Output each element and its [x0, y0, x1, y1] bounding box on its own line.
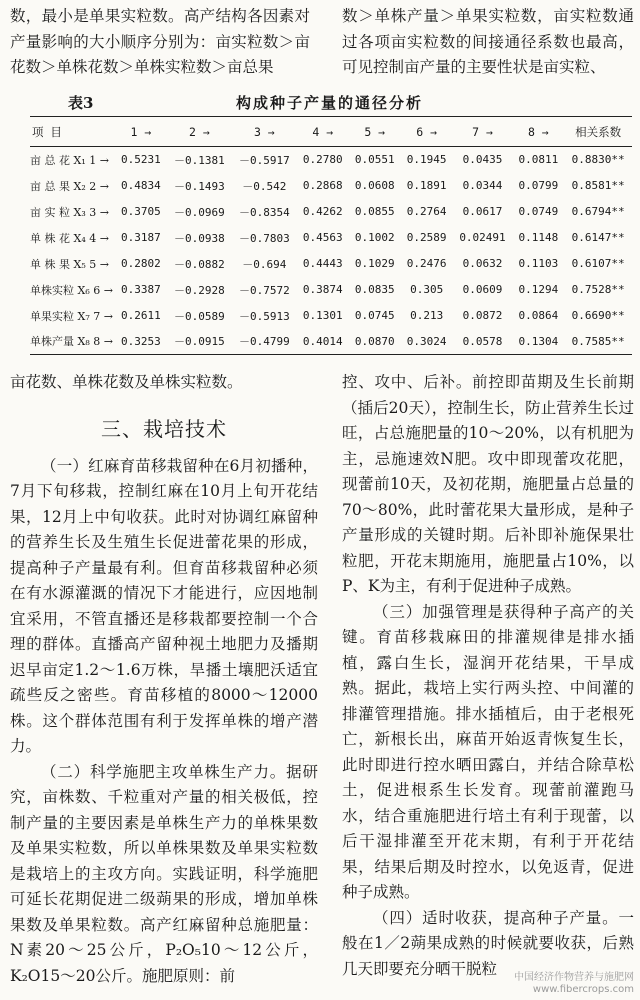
table-row	[30, 199, 632, 225]
top-right-paragraph: 数＞单株产量＞单果实粒数，亩实粒数通过各项亩实粒数的间接通径系数也最高，可见控制亩产量的主要性状是亩实粒、	[342, 7, 634, 76]
table-cell: 0.4014	[297, 329, 349, 355]
table-cell: －0.5913	[238, 309, 290, 323]
table-cell: 0.0617	[462, 205, 503, 218]
table-number: 表3	[68, 94, 94, 112]
table-row	[30, 277, 632, 303]
table-cell: －0.0969	[173, 205, 225, 219]
row-label: 亩 总 花 X₁ 1 →	[30, 153, 109, 167]
table-cell: 0.0578	[453, 329, 513, 355]
table-cell: 0.1301	[302, 309, 343, 322]
header-correlation: 相关系数	[564, 117, 632, 147]
table-cell: 0.1103	[518, 257, 559, 270]
top-left-paragraph: 数，最小是单果实粒数。高产结构各因素对产量影响的大小顺序分别为：亩实粒数＞亩花数＞单株花数＞单株实粒数＞亩总果	[10, 7, 310, 76]
table-cell: 0.1891	[406, 179, 447, 192]
paragraph-management: （三）加强管理是获得种子高产的关键。育苗移栽麻田的排灌规律是排水插植，露白生长，湿润开花结果，干旱成熟。据此，栽培上实行两头控、中间灌的排灌管理措施。排水插植后，由于老根死亡，新根长出，麻苗开始返青恢复生长，此时即进行控水晒田露白，并结合除草松土，促进根系生长发育。现蕾前灌跑马水，结合重施肥进行培土有利于现蕾，以后干湿排灌至开花末期，有利于开花结果，结果后期及时控水，以免返青，促进种子成熟。	[342, 602, 634, 901]
table-cell: 0.0608	[354, 179, 395, 192]
correlation-cell: 0.8830**	[571, 153, 625, 167]
table-cell: 0.0870	[349, 329, 401, 355]
table-row	[30, 173, 632, 199]
correlation-cell: 0.6147**	[571, 231, 625, 244]
correlation-cell: 0.6794**	[571, 205, 625, 218]
correlation-cell: 0.8581**	[571, 179, 625, 192]
table-cell: 0.3874	[302, 283, 343, 296]
header-path-7: 7 →	[453, 117, 513, 147]
table-cell: 0.4563	[302, 231, 343, 244]
header-path-3: 3 →	[232, 117, 297, 147]
table-cell: 0.3187	[121, 231, 161, 244]
table-cell: 0.2589	[406, 231, 447, 244]
carry-over-text: 亩花数、单株花数及单株实粒数。	[10, 373, 243, 391]
correlation-cell: 0.6107**	[571, 257, 625, 270]
table-cell: －0.5917	[238, 153, 290, 167]
table-cell: 0.3705	[121, 205, 161, 218]
row-label: 单株实粒 X₆ 6 →	[30, 283, 113, 297]
table-cell: 0.0551	[354, 153, 395, 167]
table-cell: 0.4443	[302, 257, 343, 270]
table-cell: 0.2780	[302, 153, 343, 167]
watermark	[514, 972, 634, 996]
table-cell: －0.7803	[238, 231, 290, 245]
table-cell: －0.542	[242, 179, 287, 193]
header-path-6: 6 →	[401, 117, 453, 147]
right-column	[342, 370, 634, 982]
left-column	[10, 370, 318, 989]
table-cell: 0.0811	[518, 153, 559, 167]
table-cell: 0.0872	[462, 309, 503, 322]
table-cell: 0.1148	[518, 231, 559, 244]
correlation-cell: 0.7585**	[564, 329, 632, 355]
section-heading: 三、栽培技术	[101, 416, 227, 441]
table-cell: 0.1002	[354, 231, 395, 244]
paragraph-fertilization: （二）科学施肥主攻单株生产力。据研究，亩株数、千粒重对产量的相关极低，控制产量的主要因素是单株生产力的单株果数及单果实粒数，所以单株果数及单果实粒数是栽培上的主攻方向。实践证明，科学施肥可延长花期促进二级蒴果的形成，增加单株果数及单果粒数。高产红麻留种总施肥量：N素20～25公斤，P₂O₅10～12公斤，K₂O15～20公斤。施肥原则：前	[10, 762, 318, 985]
watermark-title: 中国经济作物营养与施肥网	[514, 972, 634, 983]
table-cell: －0.2928	[173, 283, 225, 297]
table-cell: 0.02491	[459, 231, 506, 244]
table-cell: 0.1304	[512, 329, 564, 355]
table-caption	[0, 90, 640, 114]
table-cell: 0.5231	[121, 153, 161, 167]
table-cell: 0.1029	[354, 257, 395, 270]
table-cell: 0.2764	[406, 205, 447, 218]
table-cell: －0.0938	[173, 231, 225, 245]
top-right-text	[342, 4, 634, 81]
top-left-text	[10, 4, 310, 81]
table-row	[30, 225, 632, 251]
row-label: 单 株 果 X₅ 5 →	[30, 257, 109, 271]
table-cell: －0.8354	[238, 205, 290, 219]
table-cell: 0.1294	[518, 283, 559, 296]
row-label: 单果实粒 X₇ 7 →	[30, 309, 113, 323]
header-item: 项 目	[30, 117, 115, 147]
table-cell: －0.0589	[173, 309, 225, 323]
path-analysis-table	[30, 116, 632, 355]
table-cell: 0.0344	[462, 179, 503, 192]
header-path-4: 4 →	[297, 117, 349, 147]
table-cell: 0.3387	[121, 283, 161, 296]
table-cell: 0.0749	[518, 205, 559, 218]
table-row	[30, 303, 632, 329]
table-row	[30, 147, 632, 173]
table-cell: 0.0855	[354, 205, 395, 218]
header-path-5: 5 →	[349, 117, 401, 147]
table-cell: 0.3024	[401, 329, 453, 355]
table-header-row	[30, 117, 632, 147]
header-path-2: 2 →	[167, 117, 232, 147]
table-cell: －0.4799	[232, 329, 297, 355]
table-cell: 0.3253	[115, 329, 167, 355]
watermark-url: www.fibercrops.com	[532, 984, 634, 995]
header-path-1: 1 →	[115, 117, 167, 147]
paragraph-harvest: （四）适时收获，提高种子产量。一般在1／2蒴果成熟的时候就要收获，后熟几天即要充分晒干脱粒	[342, 908, 634, 978]
table-cell: 0.0609	[462, 283, 503, 296]
correlation-cell: 0.7528**	[571, 283, 625, 296]
table-cell: 0.2868	[302, 179, 343, 192]
table-cell: －0.694	[242, 257, 287, 271]
row-label: 亩 总 果 X₂ 2 →	[30, 179, 109, 193]
table-cell: 0.0632	[462, 257, 503, 270]
table-cell: 0.213	[410, 309, 444, 322]
table-cell: 0.4262	[302, 205, 343, 218]
table-cell: 0.0864	[518, 309, 559, 322]
table-title: 构成种子产量的通径分析	[236, 94, 424, 112]
table-cell: －0.7572	[238, 283, 290, 297]
table-cell: －0.1493	[173, 179, 225, 193]
table-cell: 0.2476	[406, 257, 447, 270]
row-label: 亩 实 粒 X₃ 3 →	[30, 205, 109, 219]
paragraph-seedling-transplant: （一）红麻育苗移栽留种在6月初播种，7月下旬移栽，控制红麻在10月上旬开花结果，12月上中旬收获。此时对协调红麻留种的营养生长及生殖生长促进蕾花果的形成，提高种子产量最有利。但育苗移栽留种必须在有水源灌溉的情况下才能进行，应因地制宜采用，不管直播还是移栽都要控制一个合理的群体。直播高产留种视土地肥力及播期迟早亩定1.2～1.6万株，旱播土壤肥沃适宜疏些反之密些。育苗移植的8000～12000株。这个群体范围有利于发挥单株的增产潜力。	[10, 456, 318, 755]
table-cell: 0.2611	[121, 309, 161, 322]
table-cell: 0.0745	[354, 309, 395, 322]
header-path-8: 8 →	[512, 117, 564, 147]
table-row	[30, 329, 632, 355]
table-cell: 0.305	[410, 283, 444, 296]
table-cell: －0.0882	[173, 257, 225, 271]
table-cell: 0.2802	[121, 257, 161, 270]
row-label: 单株产量 X₈ 8 →	[30, 329, 115, 355]
table-cell: 0.0835	[354, 283, 395, 296]
table-cell: 0.0435	[462, 153, 503, 167]
table-cell: 0.1945	[406, 153, 447, 167]
table-cell: 0.0799	[518, 179, 559, 192]
table-cell: －0.0915	[167, 329, 232, 355]
table-cell: 0.4834	[121, 179, 161, 192]
table-row	[30, 251, 632, 277]
row-label: 单 株 花 X₄ 4 →	[30, 231, 109, 245]
correlation-cell: 0.6690**	[571, 309, 625, 322]
table-cell: －0.1381	[173, 153, 225, 167]
paragraph-fertilizer-stages: 控、攻中、后补。前控即苗期及生长前期（插后20天），控制生长，防止营养生长过旺，占总施肥量的10～20%，以有机肥为主，忌施速效N肥。攻中即现蕾攻花肥，现蕾前10天，及初花期，施肥量占总量的70～80%，此时蕾花果大量形成，是种子产量形成的关键时期。后补即补施保果壮粒肥，开花末期施用，施肥量占10%，以P、K为主，有利于促进种子成熟。	[342, 373, 634, 595]
